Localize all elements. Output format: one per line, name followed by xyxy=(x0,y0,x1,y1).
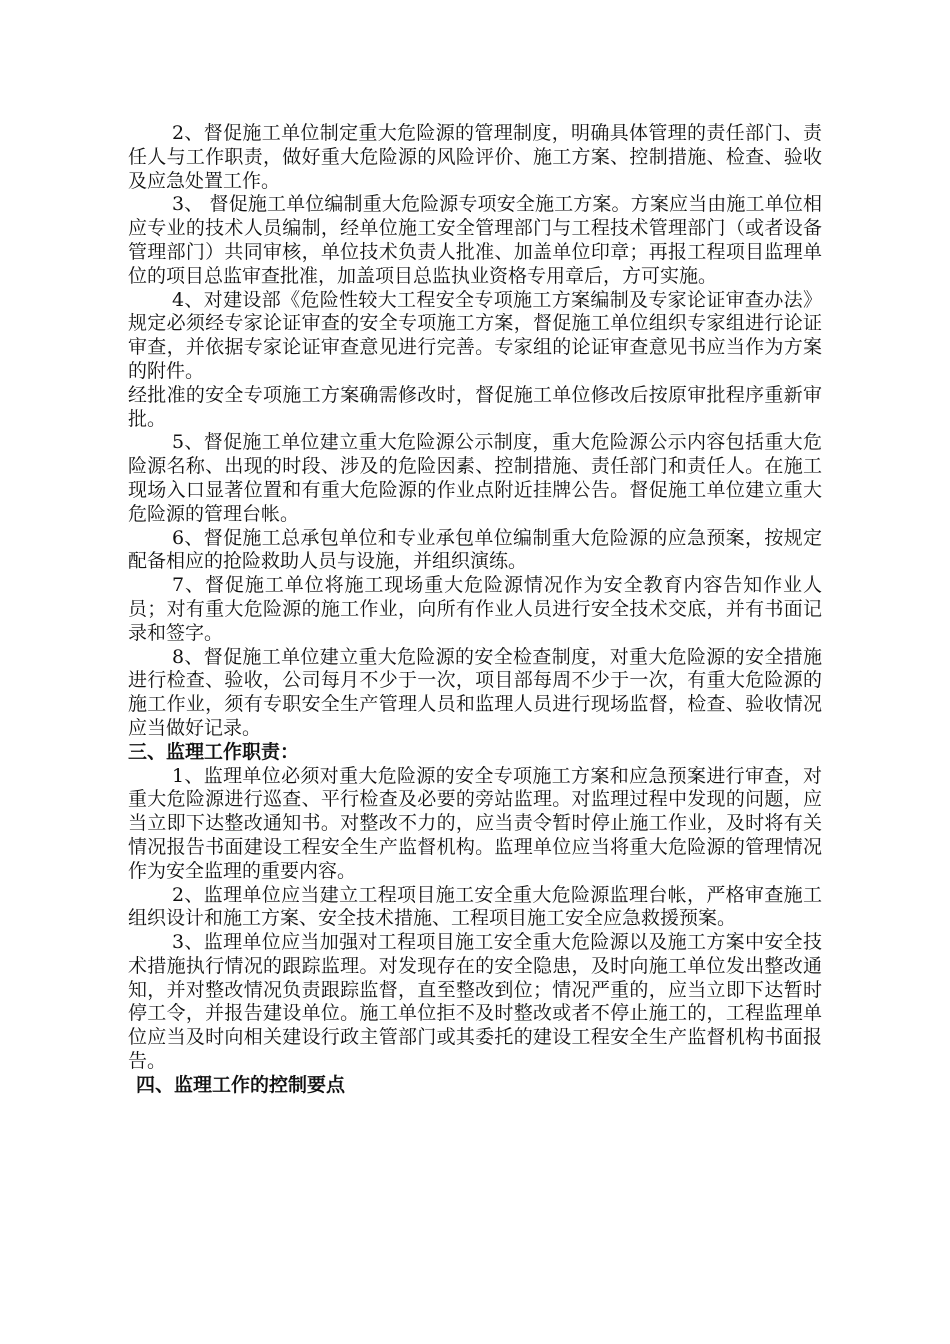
paragraph-item-5: 5、督促施工单位建立重大危险源公示制度，重大危险源公示内容包括重大危险源名称、出现的时段、涉及的危险因素、控制措施、责任部门和责任人。在施工现场入口显著位置和有重大危险源的作业点附近挂牌公告。督促施工单位建立重大危险源的管理台帐。 xyxy=(128,431,822,525)
paragraph-item-4-note: 经批准的安全专项施工方案确需修改时，督促施工单位修改后按原审批程序重新审批。 xyxy=(128,383,822,430)
section-3-heading: 三、监理工作职责： xyxy=(128,740,300,763)
paragraph-item-3: 3、 督促施工单位编制重大危险源专项安全施工方案。方案应当由施工单位相应专业的技术人员编制，经单位施工安全管理部门与工程技术管理部门（或者设备管理部门）共同审核，单位技术负责人批准、加盖单位印章；再报工程项目监理单位的项目总监审查批准，加盖项目总监执业资格专用章后，方可实施。 xyxy=(128,193,822,287)
paragraph-item-7: 7、督促施工单位将施工现场重大危险源情况作为安全教育内容告知作业人员；对有重大危险源的施工作业，向所有作业人员进行安全技术交底，并有书面记录和签字。 xyxy=(128,574,822,644)
section-3-item-3: 3、监理单位应当加强对工程项目施工安全重大危险源以及施工方案中安全技术措施执行情况的跟踪监理。对发现存在的安全隐患，及时向施工单位发出整改通知，并对整改情况负责跟踪监督，直至整改到位；情况严重的，应当立即下达暂时停工令，并报告建设单位。施工单位拒不及时整改或者不停止施工的，工程监理单位应当及时向相关建设行政主管部门或其委托的建设工程安全生产监督机构书面报告。 xyxy=(128,931,822,1073)
section-4-heading: 四、监理工作的控制要点 xyxy=(136,1073,346,1096)
document-page xyxy=(128,122,822,1098)
section-3-item-2: 2、监理单位应当建立工程项目施工安全重大危险源监理台帐，严格审查施工组织设计和施工方案、安全技术措施、工程项目施工安全应急救援预案。 xyxy=(128,883,822,930)
paragraph-item-4: 4、对建设部《危险性较大工程安全专项施工方案编制及专家论证审查办法》规定必须经专家论证审查的安全专项施工方案，督促施工单位组织专家组进行论证审查，并依据专家论证审查意见进行完善。专家组的论证审查意见书应当作为方案的附件。 xyxy=(128,288,822,382)
paragraph-item-2: 2、督促施工单位制定重大危险源的管理制度，明确具体管理的责任部门、责任人与工作职责，做好重大危险源的风险评价、施工方案、控制措施、检查、验收及应急处置工作。 xyxy=(128,122,822,192)
paragraph-item-8: 8、督促施工单位建立重大危险源的安全检查制度，对重大危险源的安全措施进行检查、验收，公司每月不少于一次，项目部每周不少于一次，有重大危险源的施工作业，须有专职安全生产管理人员和监理人员进行现场监督，检查、验收情况应当做好记录。 xyxy=(128,645,822,739)
paragraph-item-6: 6、督促施工总承包单位和专业承包单位编制重大危险源的应急预案，按规定配备相应的抢险救助人员与设施，并组织演练。 xyxy=(128,526,822,573)
section-3-item-1: 1、监理单位必须对重大危险源的安全专项施工方案和应急预案进行审查，对重大危险源进行巡查、平行检查及必要的旁站监理。对监理过程中发现的问题，应当立即下达整改通知书。对整改不力的，应当责令暂时停止施工作业，及时将有关情况报告书面建设工程安全生产监督机构。监理单位应当将重大危险源的管理情况作为安全监理的重要内容。 xyxy=(128,764,822,882)
